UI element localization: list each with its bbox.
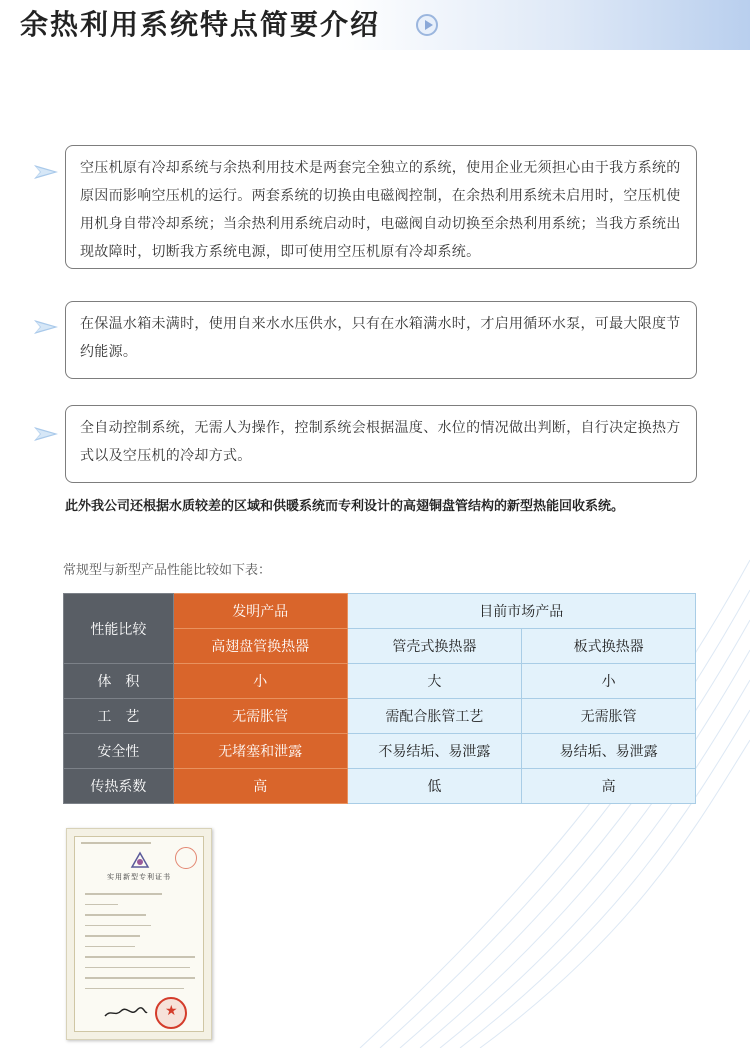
table-cell: 无需胀管 (522, 699, 696, 734)
invention-group-header: 发明产品 (173, 594, 347, 629)
table-cell: 小 (522, 664, 696, 699)
market-group-header: 目前市场产品 (347, 594, 695, 629)
table-cell: 需配合胀管工艺 (347, 699, 522, 734)
feature-text: 全自动控制系统，无需人为操作，控制系统会根据温度、水位的情况做出判断，自行决定换热方式以及空压机的冷却方式。 (80, 420, 681, 464)
product-header: 管壳式换热器 (347, 629, 522, 664)
table-row (64, 769, 696, 804)
feature-card-isolation (65, 145, 697, 269)
arrow-bullet-icon (33, 425, 59, 443)
feature-text: 在保温水箱未满时，使用自来水水压供水，只有在水箱满水时，才启用循环水泵，可最大限度节约能源。 (80, 316, 681, 360)
arrow-bullet-icon (33, 163, 59, 181)
table-corner: 性能比较 (64, 594, 174, 664)
table-cell: 高 (173, 769, 347, 804)
table-row (64, 664, 696, 699)
row-label: 工 艺 (64, 699, 174, 734)
row-label: 传热系数 (64, 769, 174, 804)
arrow-bullet-icon (33, 318, 59, 336)
table-cell: 无需胀管 (173, 699, 347, 734)
certificate-title: 实用新型专利证书 (107, 873, 171, 881)
table-caption: 常规型与新型产品性能比较如下表： (63, 563, 272, 578)
table-cell: 大 (347, 664, 522, 699)
patent-certificate-image (66, 828, 212, 1040)
certificate-frame (74, 836, 204, 1032)
certificate-text-lines (85, 893, 195, 998)
patent-office-logo-icon (130, 851, 150, 869)
table-cell: 高 (522, 769, 696, 804)
comparison-table (63, 593, 696, 804)
product-header: 板式换热器 (522, 629, 696, 664)
table-cell: 不易结垢、易泄露 (347, 734, 522, 769)
official-seal-icon (155, 997, 187, 1029)
feature-card-auto-control (65, 405, 697, 483)
feature-text: 空压机原有冷却系统与余热利用技术是两套完全独立的系统，使用企业无须担心由于我方系统的原因而影响空压机的运行。两套系统的切换由电磁阀控制，在余热利用系统未启用时，空压机使用机身自带冷却系统；当余热利用系统启动时，电磁阀自动切换至余热利用系统；当我方系统出现故障时，切断我方系统电源，即可使用空压机原有冷却系统。 (80, 160, 681, 260)
page-header (0, 0, 750, 50)
play-circle-icon (416, 14, 438, 36)
red-stamp-icon (175, 847, 197, 869)
table-header-row (64, 594, 696, 629)
row-label: 安全性 (64, 734, 174, 769)
row-label: 体 积 (64, 664, 174, 699)
product-header: 高翅盘管换热器 (173, 629, 347, 664)
table-cell: 低 (347, 769, 522, 804)
table-row (64, 734, 696, 769)
certificate-number-line (81, 842, 151, 844)
table-cell: 小 (173, 664, 347, 699)
page-title: 余热利用系统特点简要介绍 (20, 8, 381, 41)
table-row (64, 699, 696, 734)
feature-card-energy-saving (65, 301, 697, 379)
table-cell: 无堵塞和泄露 (173, 734, 347, 769)
table-cell: 易结垢、易泄露 (522, 734, 696, 769)
patent-note: 此外我公司还根据水质较差的区域和供暖系统而专利设计的高翅铜盘管结构的新型热能回收系统。 (65, 499, 625, 514)
signature-icon (103, 1007, 149, 1019)
